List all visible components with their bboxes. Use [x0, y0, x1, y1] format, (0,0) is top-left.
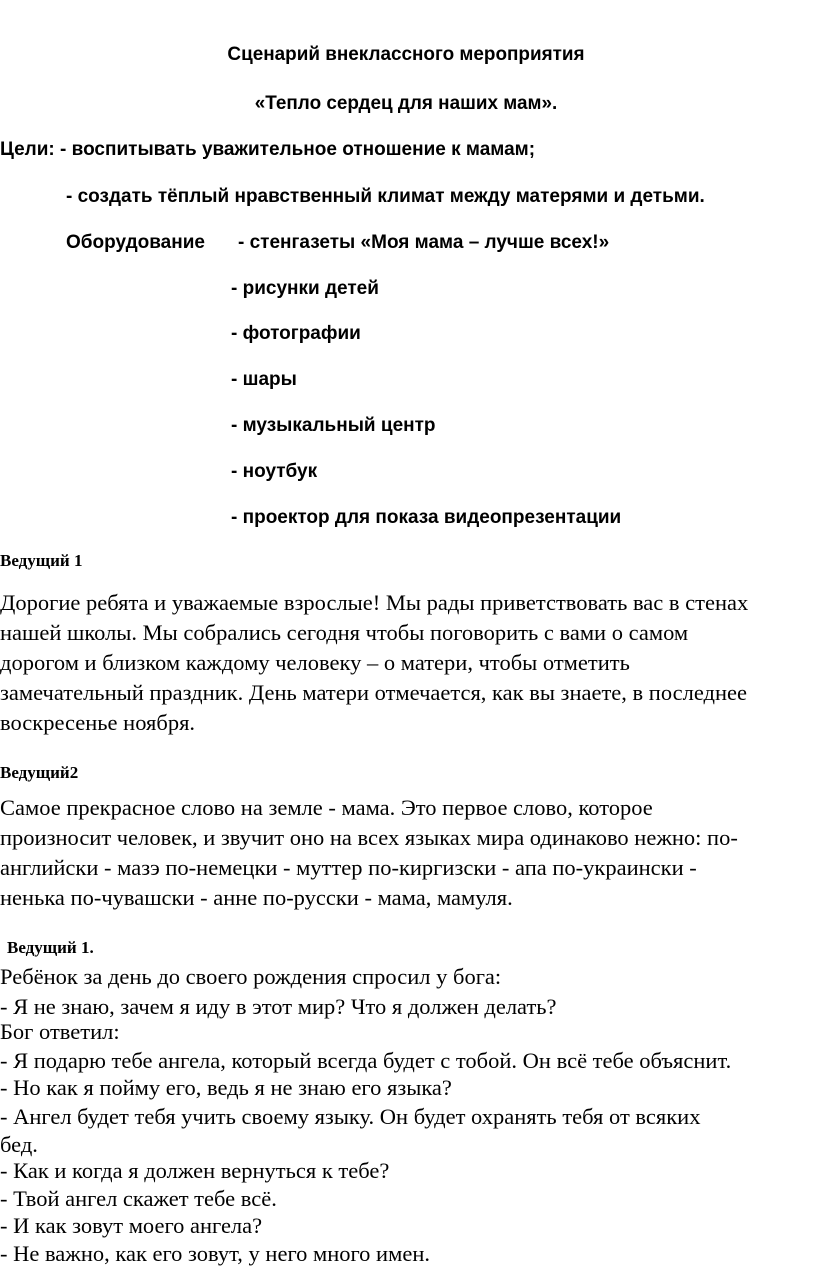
equipment-item: - стенгазеты «Моя мама – лучше всех!» — [238, 232, 610, 253]
equipment-item: - фотографии — [231, 323, 361, 344]
equipment-label: Оборудование — [66, 232, 205, 253]
paragraph-line: - Как и когда я должен вернуться к тебе? — [0, 1158, 390, 1183]
paragraph-line: бед. — [0, 1132, 38, 1157]
equipment-item: - ноутбук — [231, 461, 318, 482]
paragraph-line: - И как зовут моего ангела? — [0, 1213, 263, 1238]
speaker-heading: Ведущий2 — [0, 763, 79, 782]
paragraph-line: замечательный праздник. День матери отмечается, как вы знаете, в последнее — [0, 680, 747, 705]
paragraph-line: ненька по-чувашски - анне по-русски - мама, мамуля. — [0, 885, 513, 910]
paragraph-line: произносит человек, и звучит оно на всех языках мира одинаково нежно: по- — [0, 825, 738, 850]
paragraph-line: - Но как я пойму его, ведь я не знаю его языка? — [0, 1075, 452, 1100]
equipment-item: - рисунки детей — [231, 278, 379, 299]
paragraph-line: воскресенье ноября. — [0, 710, 196, 735]
goals-line-2: - создать тёплый нравственный климат между матерями и детьми. — [66, 186, 705, 207]
speaker-heading: Ведущий 1. — [7, 938, 94, 957]
paragraph-line: - Твой ангел скажет тебе всё. — [0, 1186, 277, 1211]
paragraph-line: Бог ответил: — [0, 1019, 120, 1044]
paragraph-line: - Я подарю тебе ангела, который всегда будет с тобой. Он всё тебе объяснит. — [0, 1048, 732, 1073]
paragraph-line: нашей школы. Мы собрались сегодня чтобы поговорить с вами о самом — [0, 620, 689, 645]
speaker-heading: Ведущий 1 — [0, 551, 83, 570]
equipment-item: - проектор для показа видеопрезентации — [231, 507, 622, 528]
document-subtitle: «Тепло сердец для наших мам». — [254, 93, 558, 114]
paragraph-line: Ребёнок за день до своего рождения спросил у бога: — [0, 964, 502, 989]
document-title: Сценарий внеклассного мероприятия — [227, 44, 585, 65]
paragraph-line: - Ангел будет тебя учить своему языку. Он будет охранять тебя от всяких — [0, 1104, 701, 1129]
equipment-item: - шары — [231, 369, 297, 390]
paragraph-line: Дорогие ребята и уважаемые взрослые! Мы рады приветствовать вас в стенах — [0, 590, 749, 615]
paragraph-line: - Я не знаю, зачем я иду в этот мир? Что я должен делать? — [0, 994, 557, 1019]
paragraph-line: - Не важно, как его зовут, у него много имен. — [0, 1241, 430, 1266]
paragraph-line: дорогом и близком каждому человеку – о матери, чтобы отметить — [0, 650, 630, 675]
paragraph-line: Самое прекрасное слово на земле - мама. Это первое слово, которое — [0, 795, 653, 820]
equipment-item: - музыкальный центр — [231, 415, 436, 436]
goals-line-1: Цели: - воспитывать уважительное отношение к мамам; — [0, 139, 536, 160]
paragraph-line: английски - мазэ по-немецки - муттер по-киргизски - апа по-украински - — [0, 855, 697, 880]
